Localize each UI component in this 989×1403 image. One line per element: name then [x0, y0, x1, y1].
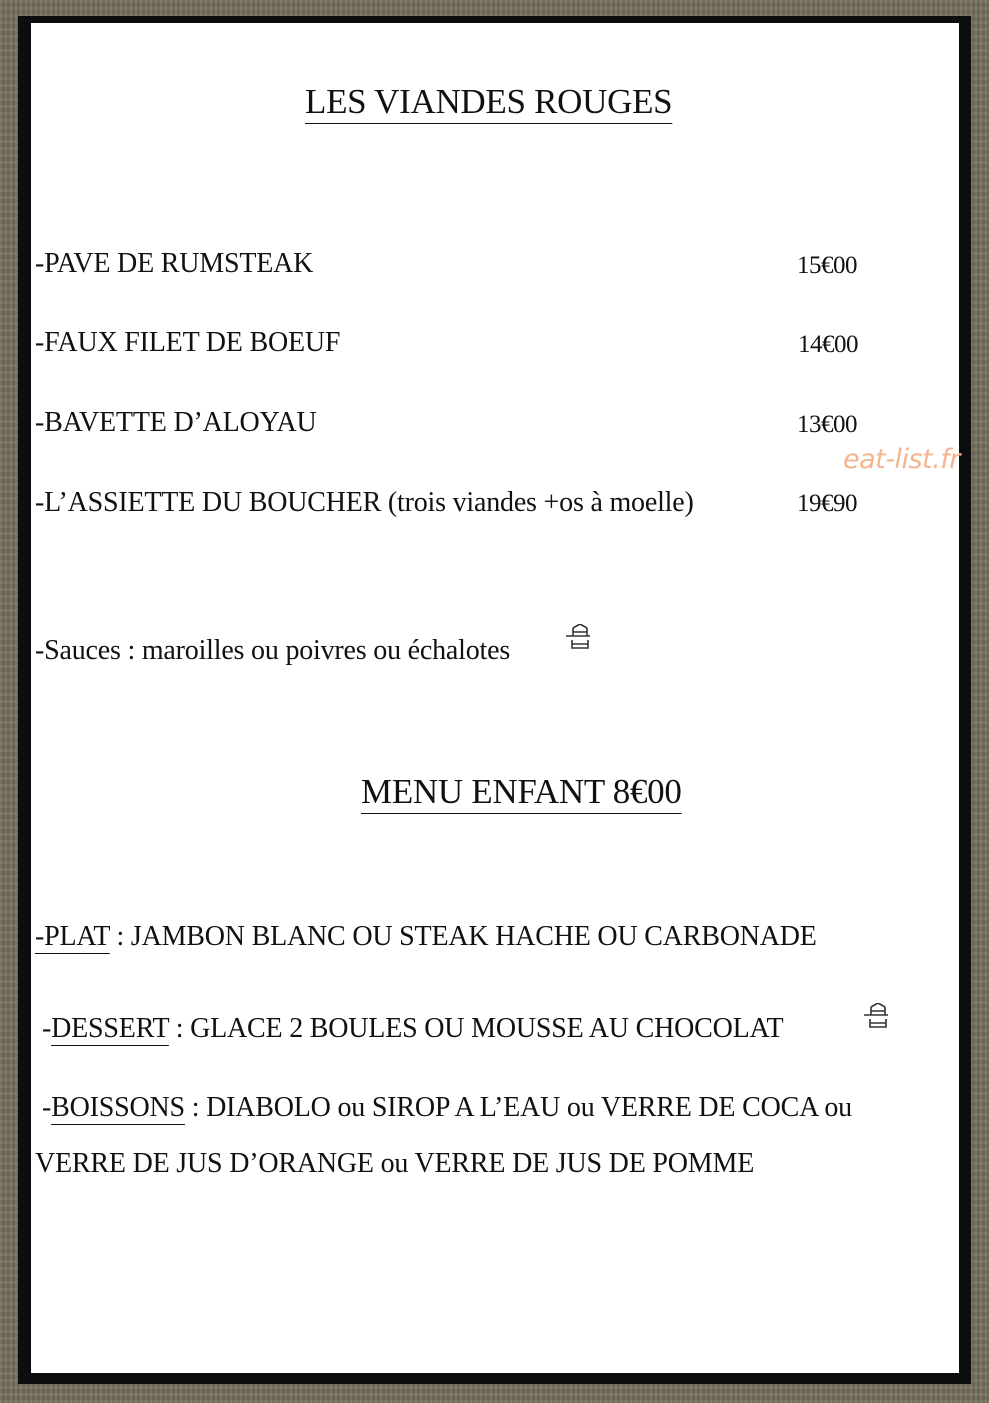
dessert-key: DESSERT: [51, 1013, 169, 1044]
boissons-prefix: -: [42, 1092, 52, 1123]
menu-item-price: 19€90: [797, 490, 857, 517]
boissons-line2: VERRE DE JUS D’ORANGE ou VERRE DE JUS DE POMME: [35, 1148, 755, 1179]
plat-prefix: -: [35, 921, 45, 952]
decorative-glyph-icon: [860, 1003, 892, 1029]
menu-item-price: 15€00: [797, 252, 857, 279]
menu-item-price: 14€00: [798, 331, 858, 358]
boissons-key: BOISSONS: [51, 1092, 185, 1123]
sauces-line: -Sauces : maroilles ou poivres ou échalotes: [35, 635, 511, 666]
menu-item-label: -FAUX FILET DE BOEUF: [35, 327, 341, 358]
section-title-viandes-rouges: LES VIANDES ROUGES: [305, 82, 673, 121]
dessert-description: : GLACE 2 BOULES OU MOUSSE AU CHOCOLAT: [168, 1013, 784, 1044]
plat-description: : JAMBON BLANC OU STEAK HACHE OU CARBONADE: [109, 921, 817, 952]
watermark-text: eat-list.fr: [843, 444, 960, 475]
dessert-prefix: -: [42, 1013, 52, 1044]
menu-item-price: 13€00: [797, 411, 857, 438]
section-title-menu-enfant: MENU ENFANT 8€00: [361, 772, 682, 811]
boissons-description: : DIABOLO ou SIROP A L’EAU ou VERRE DE COCA ou: [184, 1092, 852, 1123]
menu-item-label: -L’ASSIETTE DU BOUCHER (trois viandes +os à moelle): [35, 487, 694, 518]
decorative-glyph-icon: [562, 624, 594, 650]
menu-item-label: -PAVE DE RUMSTEAK: [35, 248, 314, 279]
plat-key: PLAT: [44, 921, 110, 952]
menu-enfant-plat: [35, 921, 817, 953]
menu-enfant-boissons: [42, 1092, 852, 1124]
menu-item-label: -BAVETTE D’ALOYAU: [35, 407, 317, 438]
menu-enfant-dessert: [42, 1013, 783, 1045]
